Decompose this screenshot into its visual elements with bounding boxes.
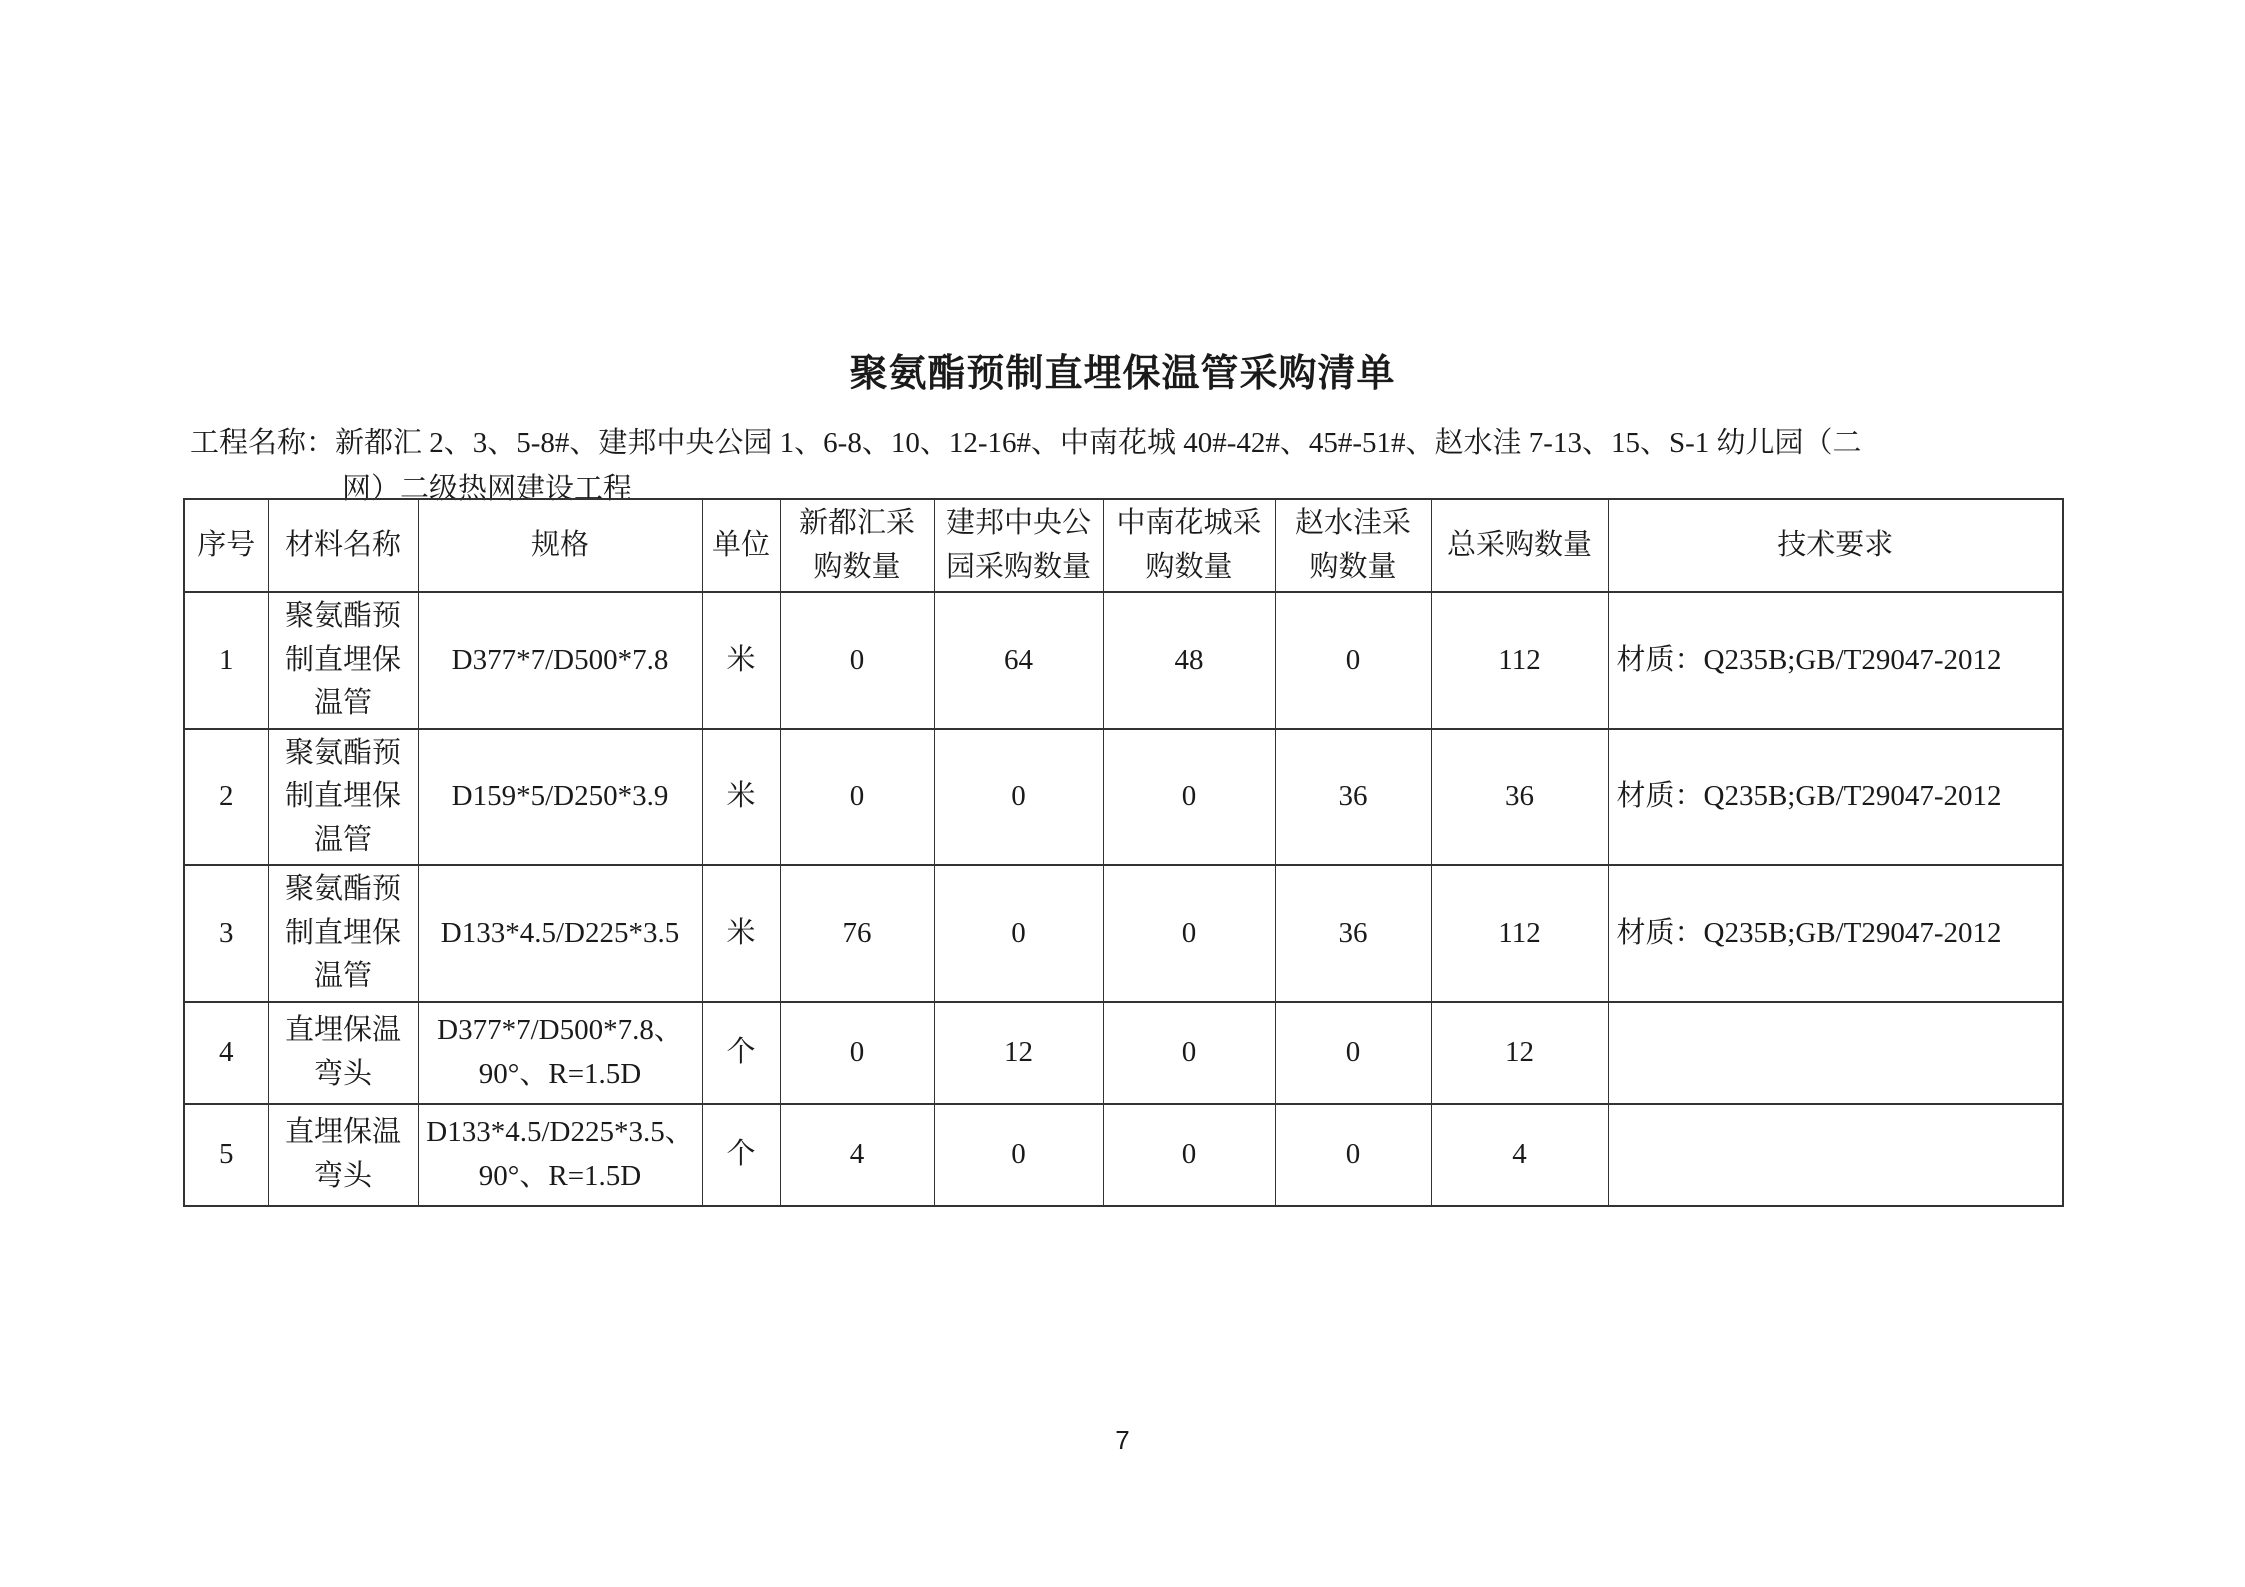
col-header-unit: 单位	[702, 499, 780, 592]
table-row	[184, 1002, 2063, 1104]
table-cell: 0	[780, 729, 934, 866]
table-cell: 1	[184, 592, 268, 729]
col-header-index: 序号	[184, 499, 268, 592]
table-cell: 48	[1103, 592, 1275, 729]
table-cell: 材质：Q235B;GB/T29047-2012	[1608, 592, 2063, 729]
table-cell: 4	[184, 1002, 268, 1104]
table-cell: D377*7/D500*7.8、90°、R=1.5D	[418, 1002, 702, 1104]
document-title: 聚氨酯预制直埋保温管采购清单	[849, 353, 1396, 395]
table-row	[184, 1104, 2063, 1206]
table-cell: 0	[934, 729, 1103, 866]
page-number: 7	[1115, 1425, 1130, 1455]
table-cell: 0	[934, 1104, 1103, 1206]
table-cell: 36	[1275, 729, 1431, 866]
table-row	[184, 865, 2063, 1002]
table-cell: 0	[1103, 1104, 1275, 1206]
table-cell: 直埋保温弯头	[268, 1104, 418, 1206]
table-cell: 36	[1431, 729, 1608, 866]
col-header-zhaoshuiwa-qty: 赵水洼采购数量	[1275, 499, 1431, 592]
table-cell	[1608, 1002, 2063, 1104]
table-body	[184, 592, 2063, 1206]
table-cell: 4	[1431, 1104, 1608, 1206]
table-cell: D133*4.5/D225*3.5	[418, 865, 702, 1002]
table-cell: 3	[184, 865, 268, 1002]
col-header-xinduhui-qty: 新都汇采购数量	[780, 499, 934, 592]
table-cell: 0	[934, 865, 1103, 1002]
col-header-total-qty: 总采购数量	[1431, 499, 1608, 592]
table-cell: 112	[1431, 865, 1608, 1002]
table-cell: 12	[934, 1002, 1103, 1104]
table-cell: 76	[780, 865, 934, 1002]
col-header-spec: 规格	[418, 499, 702, 592]
table-header-row	[184, 499, 2063, 592]
table-cell: 直埋保温弯头	[268, 1002, 418, 1104]
table-cell: 2	[184, 729, 268, 866]
table-cell: 个	[702, 1104, 780, 1206]
table-cell: 0	[780, 1002, 934, 1104]
table-cell: 米	[702, 865, 780, 1002]
project-name-line2: 网）二级热网建设工程	[342, 473, 633, 505]
table-cell: 36	[1275, 865, 1431, 1002]
table-cell: 聚氨酯预制直埋保温管	[268, 729, 418, 866]
col-header-material-name: 材料名称	[268, 499, 418, 592]
table-row	[184, 729, 2063, 866]
table-cell: 0	[1103, 865, 1275, 1002]
table-cell: 米	[702, 729, 780, 866]
table-cell	[1608, 1104, 2063, 1206]
table-cell: 64	[934, 592, 1103, 729]
table-cell: 0	[1275, 1104, 1431, 1206]
table-cell: D377*7/D500*7.8	[418, 592, 702, 729]
table-cell: 12	[1431, 1002, 1608, 1104]
table-cell: 材质：Q235B;GB/T29047-2012	[1608, 865, 2063, 1002]
table-cell: 米	[702, 592, 780, 729]
table-cell: 0	[1275, 1002, 1431, 1104]
table-cell: 材质：Q235B;GB/T29047-2012	[1608, 729, 2063, 866]
table-row	[184, 592, 2063, 729]
table-cell: 4	[780, 1104, 934, 1206]
table-cell: 0	[780, 592, 934, 729]
col-header-jianbang-central-park-qty: 建邦中央公园采购数量	[934, 499, 1103, 592]
table-cell: 112	[1431, 592, 1608, 729]
table-cell: D159*5/D250*3.9	[418, 729, 702, 866]
table-cell: 聚氨酯预制直埋保温管	[268, 592, 418, 729]
table-cell: D133*4.5/D225*3.5、90°、R=1.5D	[418, 1104, 702, 1206]
project-name-line1: 工程名称：新都汇 2、3、5-8#、建邦中央公园 1、6-8、10、12-16#、中南花城 40#-42#、45#-51#、赵水洼 7-13、15、S-1 幼儿园（二	[190, 427, 1862, 459]
procurement-table	[183, 498, 2064, 1207]
col-header-tech-requirements: 技术要求	[1608, 499, 2063, 592]
table-cell: 0	[1275, 592, 1431, 729]
table-cell: 0	[1103, 729, 1275, 866]
table-cell: 0	[1103, 1002, 1275, 1104]
table-cell: 5	[184, 1104, 268, 1206]
table-cell: 聚氨酯预制直埋保温管	[268, 865, 418, 1002]
table-cell: 个	[702, 1002, 780, 1104]
col-header-zhongnan-huacheng-qty: 中南花城采购数量	[1103, 499, 1275, 592]
